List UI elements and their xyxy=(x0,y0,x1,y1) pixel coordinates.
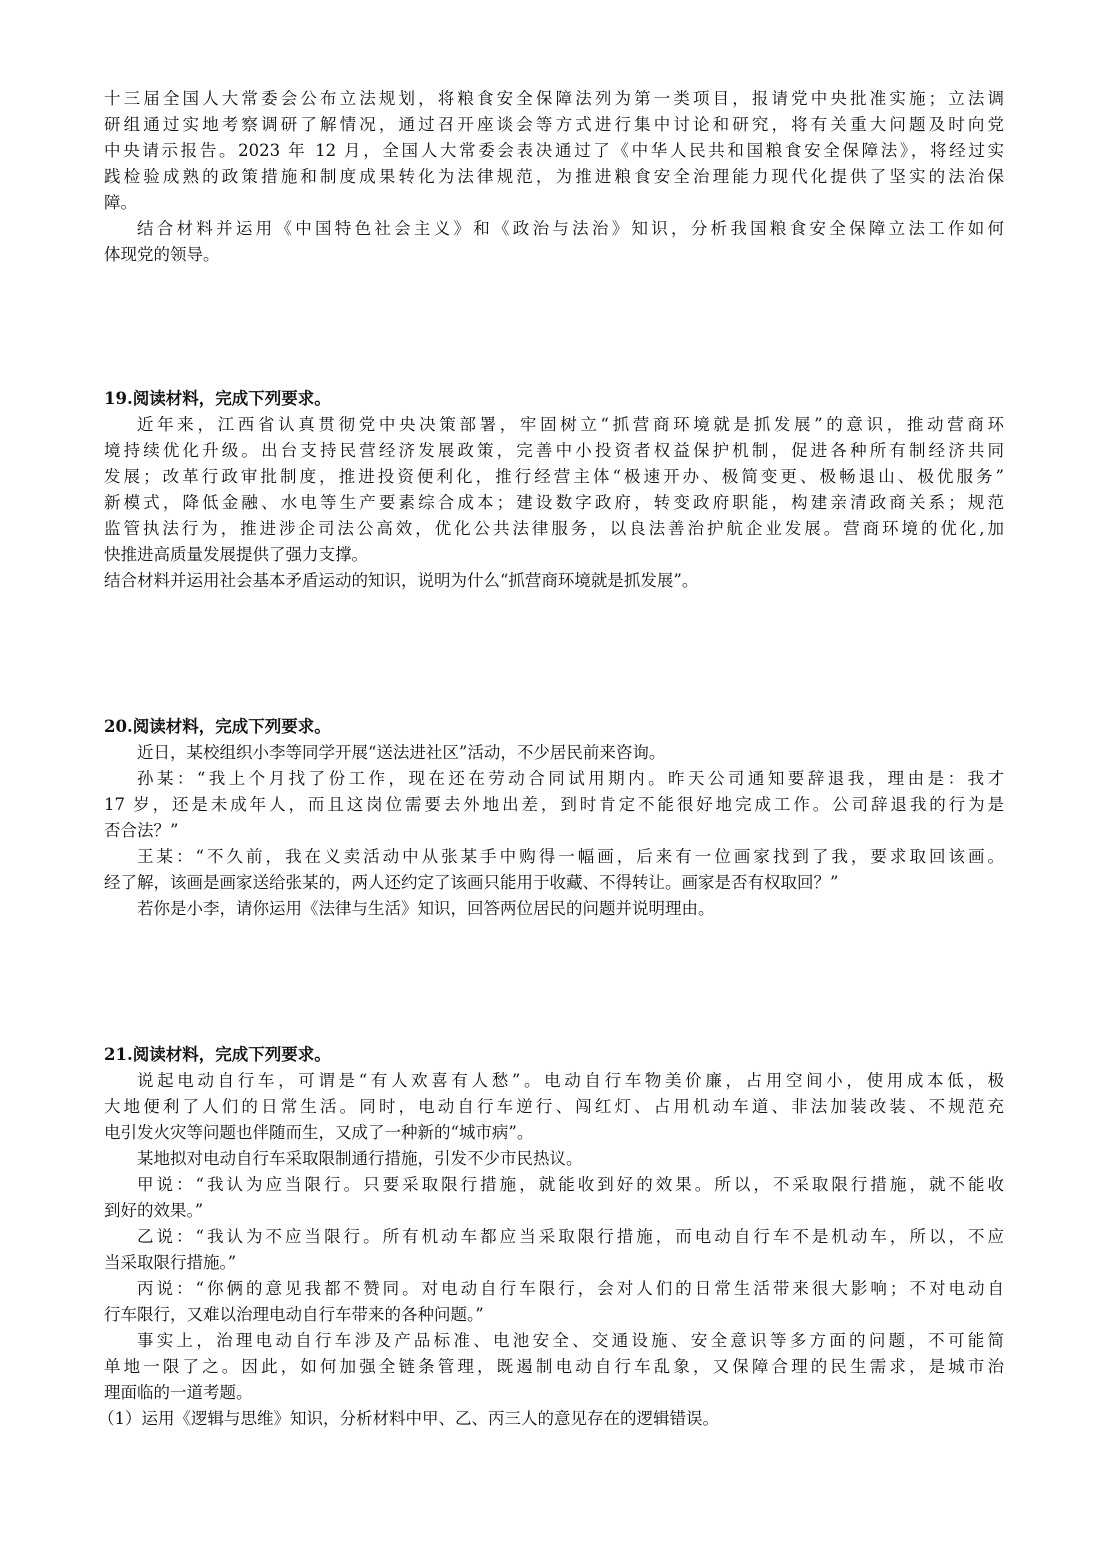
q18-material xyxy=(104,86,1004,268)
text-line: 经了解，该画是画家送给张某的，两人还约定了该画只能用于收藏、不得转让。画家是否有权取回？” xyxy=(104,873,839,892)
q20 xyxy=(104,714,1004,922)
q18-material-paragraph xyxy=(104,86,1004,216)
text-line: 研组通过实地考察调研了解情况，通过召开座谈会等方式进行集中讨论和研究，将有关重大问题及时向党 xyxy=(104,115,1004,134)
text-line: 王某：“不久前，我在义卖活动中从张某手中购得一幅画，后来有一位画家找到了我，要求取回该画。 xyxy=(137,847,1004,866)
q19 xyxy=(104,386,1004,594)
text-line: 监管执法行为，推进涉企司法公高效，优化公共法律服务，以良法善治护航企业发展。营商环境的优化,加 xyxy=(104,519,1004,538)
text-line: 结合材料并运用社会基本矛盾运动的知识，说明为什么“抓营商环境就是抓发展”。 xyxy=(104,571,699,590)
text-line: 事实上，治理电动自行车涉及产品标准、电池安全、交通设施、安全意识等多方面的问题，不可能简 xyxy=(137,1331,1004,1350)
text-line: 境持续优化升级。出台支持民营经济发展政策，完善中小投资者权益保护机制，促进各种所有制经济共同 xyxy=(104,441,1004,460)
q19-heading: 19.阅读材料，完成下列要求。 xyxy=(104,389,331,408)
text-line: 新模式，降低金融、水电等生产要素综合成本；建设数字政府，转变政府职能，构建亲清政商关系；规范 xyxy=(104,493,1004,512)
text-line: 17 岁，还是未成年人，而且这岗位需要去外地出差，到时肯定不能很好地完成工作。公司辞退我的行为是 xyxy=(104,795,1004,814)
text-line: 到好的效果。” xyxy=(104,1201,204,1220)
q20-question xyxy=(104,896,1004,922)
q21-paragraph-3 xyxy=(104,1328,1004,1406)
q19-material xyxy=(104,412,1004,568)
q21-heading: 21.阅读材料，完成下列要求。 xyxy=(104,1045,331,1064)
text-line: （1）运用《逻辑与思维》知识，分析材料中甲、乙、丙三人的意见存在的逻辑错误。 xyxy=(98,1409,719,1428)
text-line: 甲说：“我认为应当限行。只要采取限行措施，就能收到好的效果。所以，不采取限行措施，就不能收 xyxy=(137,1175,1004,1194)
q20-wang xyxy=(104,844,1004,896)
text-line: 大地便利了人们的日常生活。同时，电动自行车逆行、闯红灯、占用机动车道、非法加装改装、不规范充 xyxy=(104,1097,1004,1116)
text-line: 体现党的领导。 xyxy=(104,245,220,264)
text-line: 行车限行，又难以治理电动自行车带来的各种问题。” xyxy=(104,1305,484,1324)
q21-paragraph-1 xyxy=(104,1068,1004,1146)
q21-bing xyxy=(104,1276,1004,1328)
q20-sun xyxy=(104,766,1004,844)
text-line: 快推进高质量发展提供了强力支撑。 xyxy=(104,545,368,564)
q21-jia xyxy=(104,1172,1004,1224)
text-line: 十三届全国人大常委会公布立法规划，将粮食安全保障法列为第一类项目，报请党中央批准实施；立法调 xyxy=(104,89,1004,108)
text-line: 障。 xyxy=(104,193,137,212)
q18-question xyxy=(104,216,1004,242)
text-line: 若你是小李，请你运用《法律与生活》知识，回答两位居民的问题并说明理由。 xyxy=(137,899,715,918)
q18-question-cont xyxy=(104,242,1004,268)
text-line: 单地一限了之。因此，如何加强全链条管理，既遏制电动自行车乱象，又保障合理的民生需求，是城市治 xyxy=(104,1357,1004,1376)
text-line: 当采取限行措施。” xyxy=(104,1253,237,1272)
text-line: 孙某：“我上个月找了份工作，现在还在劳动合同试用期内。昨天公司通知要辞退我，理由是：我才 xyxy=(137,769,1004,788)
q21-subquestion-1 xyxy=(98,1406,1004,1432)
text-line: 说起电动自行车，可谓是“有人欢喜有人愁”。电动自行车物美价廉，占用空间小，使用成本低，极 xyxy=(137,1071,1004,1090)
text-line: 近日，某校组织小李等同学开展“送法进社区”活动，不少居民前来咨询。 xyxy=(137,743,666,762)
q19-question xyxy=(104,568,1004,594)
text-line: 丙说：“你俩的意见我都不赞同。对电动自行车限行，会对人们的日常生活带来很大影响；不对电动自 xyxy=(137,1279,1004,1298)
text-line: 理面临的一道考题。 xyxy=(104,1383,253,1402)
q21-yi xyxy=(104,1224,1004,1276)
q21 xyxy=(98,1042,1004,1432)
text-line: 电引发火灾等问题也伴随而生，又成了一种新的“城市病”。 xyxy=(104,1123,534,1142)
text-line: 中央请示报告。2023 年 12 月，全国人大常委会表决通过了《中华人民共和国粮食安全保障法》，将经过实 xyxy=(104,141,1004,160)
q20-intro xyxy=(104,740,1004,766)
text-line: 否合法？” xyxy=(104,821,179,840)
text-line: 发展；改革行政审批制度，推进投资便利化，推行经营主体“极速开办、极简变更、极畅退山、极优服务” xyxy=(104,467,1004,486)
text-line: 践检验成熟的政策措施和制度成果转化为法律规范，为推进粮食安全治理能力现代化提供了坚实的法治保 xyxy=(104,167,1004,186)
text-line: 近年来，江西省认真贯彻党中央决策部署，牢固树立“抓营商环境就是抓发展”的意识，推动营商环 xyxy=(137,415,1004,434)
q21-paragraph-2 xyxy=(104,1146,1004,1172)
text-line: 结合材料并运用《中国特色社会主义》和《政治与法治》知识，分析我国粮食安全保障立法工作如何 xyxy=(137,219,1004,238)
text-line: 乙说：“我认为不应当限行。所有机动车都应当采取限行措施，而电动自行车不是机动车，所以，不应 xyxy=(137,1227,1004,1246)
q20-heading: 20.阅读材料，完成下列要求。 xyxy=(104,717,331,736)
text-line: 某地拟对电动自行车采取限制通行措施，引发不少市民热议。 xyxy=(137,1149,583,1168)
